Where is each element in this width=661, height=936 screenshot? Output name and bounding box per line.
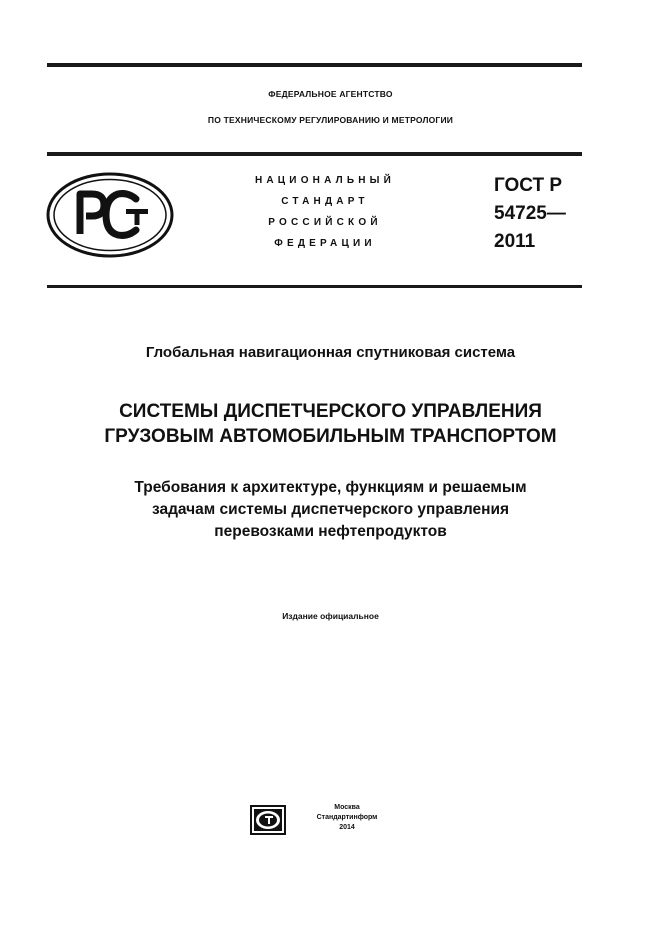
national-line: НАЦИОНАЛЬНЫЙ [254, 175, 396, 186]
publisher-text [302, 803, 392, 833]
national-standard-block [220, 170, 430, 254]
standartinform-logo-icon [250, 805, 286, 835]
description-line: задачам системы диспетчерского управления [151, 501, 510, 518]
national-line: ФЕДЕРАЦИИ [274, 238, 376, 249]
rst-emblem-icon [46, 172, 174, 258]
publisher-block [0, 800, 661, 840]
publisher-name: Стандартинформ [316, 814, 378, 821]
description-line: перевозками нефтепродуктов [214, 523, 447, 540]
main-title-line: ГРУЗОВЫМ АВТОМОБИЛЬНЫМ ТРАНСПОРТОМ [104, 426, 557, 447]
gost-line: 2011 [494, 231, 536, 252]
publisher-city: Москва [334, 804, 360, 811]
header-rule [47, 152, 582, 156]
gost-line: 54725— [494, 203, 566, 224]
description [0, 477, 661, 543]
national-line: СТАНДАРТ [281, 196, 369, 207]
publisher-year: 2014 [339, 824, 355, 831]
main-title [0, 399, 661, 449]
description-line: Требования к архитектуре, функциям и решаемым [134, 479, 527, 496]
top-rule [47, 63, 582, 67]
national-line: РОССИЙСКОЙ [268, 217, 382, 228]
agency-line-1: ФЕДЕРАЛЬНОЕ АГЕНТСТВО [268, 89, 393, 99]
block-rule [47, 285, 582, 288]
agency-line-2: ПО ТЕХНИЧЕСКОМУ РЕГУЛИРОВАНИЮ И МЕТРОЛОГИИ [207, 115, 454, 125]
edition-note: Издание официальное [282, 611, 379, 621]
gost-designation [494, 172, 566, 256]
gost-line: ГОСТ Р [494, 175, 563, 196]
main-title-line: СИСТЕМЫ ДИСПЕТЧЕРСКОГО УПРАВЛЕНИЯ [119, 401, 542, 422]
subtitle: Глобальная навигационная спутниковая система [145, 344, 516, 361]
